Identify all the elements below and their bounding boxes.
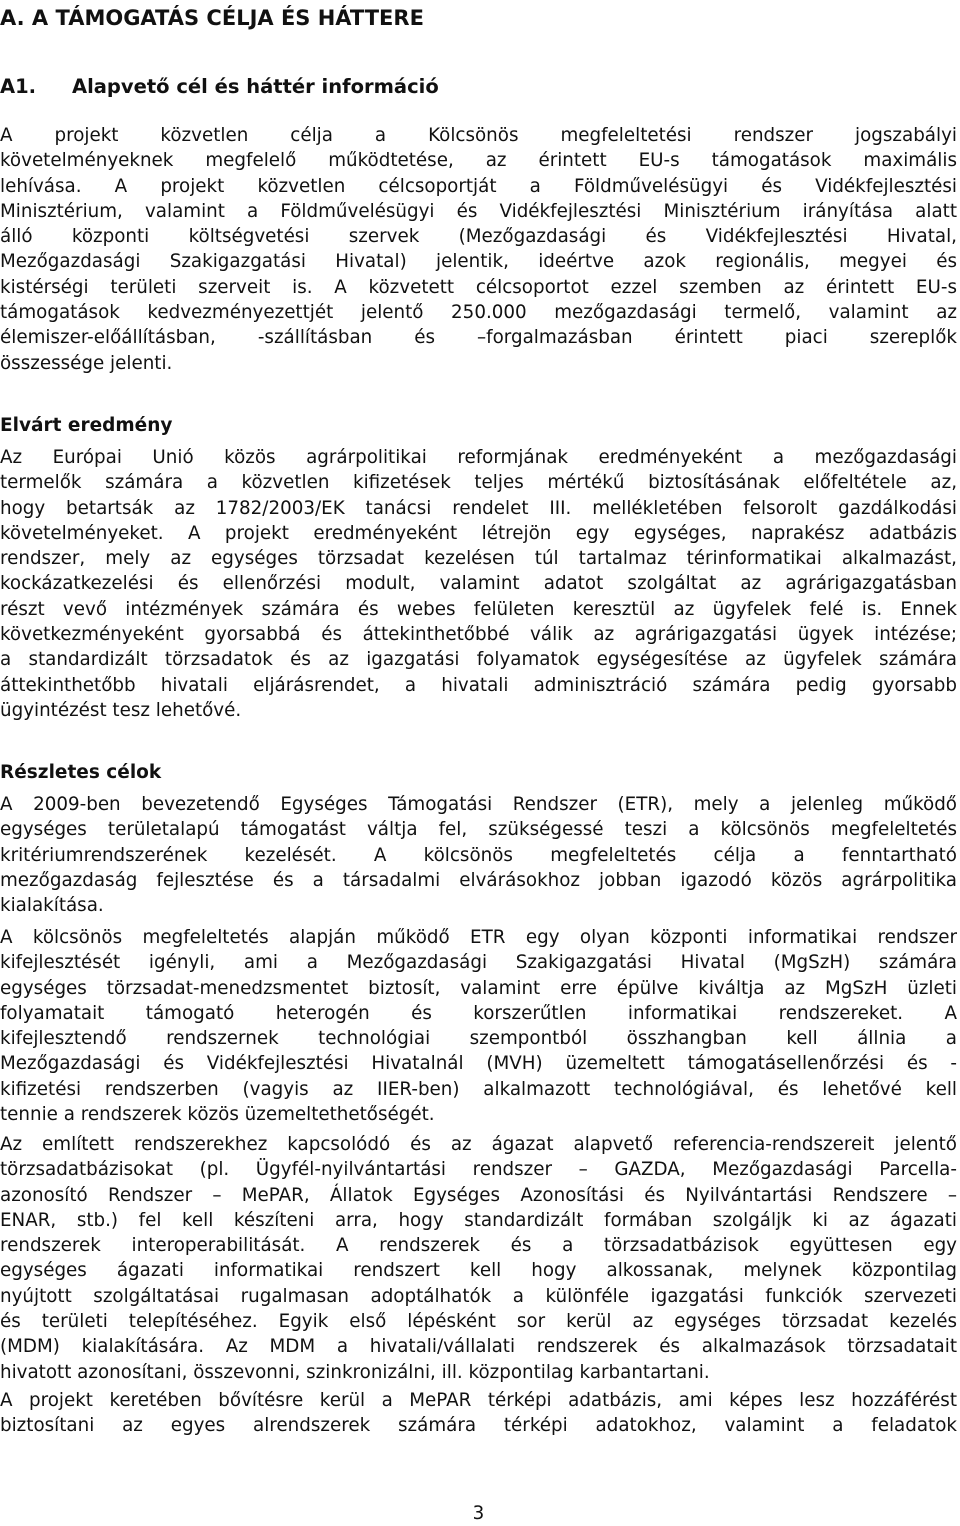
- text-line: A projekt közvetlen célja a Kölcsönös megfeleltetési rendszer jogszabályi: [0, 125, 957, 146]
- section-number: A1.: [0, 75, 37, 98]
- text-line: Mezőgazdasági Szakigazgatási Hivatal) jelentik, ideértve azok regionális, megyei és: [0, 251, 957, 273]
- expected-result-heading: Elvárt eredmény: [0, 415, 173, 436]
- text-line: kifejlesztését igényli, ami a Mezőgazdasági Szakigazgatási Hivatal (MgSzH) számára: [0, 952, 957, 974]
- text-line: következményeként gyorsabbá és áttekinthetőbbé válik az agrárigazgatási ügyek intézése;: [0, 624, 957, 646]
- expected-result-paragraph: [0, 445, 957, 723]
- text-line: tennie a rendszerek közös üzemeltethetőségét.: [0, 1104, 435, 1126]
- detailed-goals-heading: Részletes célok: [0, 762, 162, 783]
- text-line: Az említett rendszerekhez kapcsolódó és az ágazat alapvető referencia-rendszereit jelentő: [0, 1134, 957, 1155]
- text-line: követelményeknek megfelelő működtetése, az érintett EU-s támogatások maximális: [0, 150, 957, 172]
- text-line: egységes ágazati informatikai rendszert kell hogy alkossanak, melynek központilag: [0, 1260, 957, 1282]
- text-line: egységes területalapú támogatást váltja fel, szükségessé teszi a kölcsönös megfeleltetés: [0, 819, 957, 841]
- text-line: A kölcsönös megfeleltetés alapján működő ETR egy olyan központi informatikai rendszer: [0, 927, 957, 948]
- section-heading: [0, 73, 439, 101]
- text-line: álló központi költségvetési szervek (Mezőgazdasági és Vidékfejlesztési Hivatal,: [0, 226, 957, 248]
- text-line: A projekt keretében bővítésre kerül a MePAR térképi adatbázis, ami képes lesz hozzáférést: [0, 1390, 957, 1411]
- text-line: és területi telepítéséhez. Egyik első lépésként sor kerül az egységes törzsadat kezelés: [0, 1311, 957, 1333]
- text-line: törzsadatbázisokat (pl. Ügyfél-nyilvántartási rendszer – GAZDA, Mezőgazdasági Parcella-: [0, 1159, 957, 1181]
- text-line: áttekinthetőbb hivatali eljárásrendet, a hivatali adminisztráció számára pedig gyorsabb: [0, 674, 957, 696]
- text-line: ENAR, stb.) fel kell készíteni arra, hogy standardizált formában szolgáljk ki az ágazati: [0, 1209, 957, 1231]
- detailed-goals-paragraph-1: [0, 792, 957, 918]
- text-line: lehívása. A projekt közvetlen célcsoportját a Földművelésügyi és Vidékfejlesztési: [0, 175, 957, 197]
- text-line: a standardizált törzsadatok és az igazgatási folyamatok egységesítése az ügyfelek számára: [0, 649, 957, 671]
- text-line: (MDM) kialakítására. Az MDM a hivatali/vállalati rendszerek és alkalmazások törzsadatait: [0, 1336, 957, 1358]
- text-line: Mezőgazdasági és Vidékfejlesztési Hivatalnál (MVH) üzemeltett támogatásellenőrzési és -: [0, 1053, 957, 1075]
- text-line: támogatások kedvezményezettjét jelentő 250.000 mezőgazdasági termelő, valamint az: [0, 302, 957, 324]
- section-title: Alapvető cél és háttér információ: [72, 75, 439, 98]
- text-line: azonosító Rendszer – MePAR, Állatok Egységes Azonosítási és Nyilvántartási Rendszere –: [0, 1184, 957, 1206]
- text-line: termelők számára a közvetlen kifizetések teljes mértékű biztosításának előfeltétele az,: [0, 472, 957, 494]
- text-line: hivatott azonosítani, összevonni, szinkronizálni, ill. központilag karbantartani.: [0, 1361, 710, 1383]
- text-line: folyamatait támogató heterogén és korszerűtlen informatikai rendszereket. A: [0, 1002, 957, 1024]
- text-line: élemiszer-előállításban, -szállításban és –forgalmazásban érintett piaci szereplők: [0, 327, 957, 349]
- text-line: Minisztérium, valamint a Földművelésügyi és Vidékfejlesztési Minisztérium irányítása alatt: [0, 200, 957, 222]
- text-line: Az Európai Unió közös agrárpolitikai reformjának eredményeként a mezőgazdasági: [0, 447, 957, 468]
- detailed-goals-paragraph-3: [0, 1132, 957, 1385]
- text-line: nyújtott szolgáltatásai rugalmasan adoptálhatók a különféle igazgatási funkciók szervezeti: [0, 1285, 957, 1307]
- text-line: mezőgazdaság fejlesztése és a társadalmi elvárásokhoz jobban igazodó közös agrárpolitika: [0, 869, 957, 891]
- text-line: egységes törzsadat-menedzsmentet biztosít, valamint erre épülve kiváltja az MgSzH üzleti: [0, 977, 957, 999]
- text-line: rendszer, mely az egységes törzsadat kezelésen túl tartalmaz térinformatikai alkalmazást,: [0, 548, 957, 570]
- text-line: kritériumrendszerének kezelését. A kölcsönös megfeleltetés célja a fenntartható: [0, 844, 957, 866]
- text-line: rendszerek interoperabilitását. A rendszerek és a törzsadatbázisok együttesen egy: [0, 1235, 957, 1257]
- text-line: követelményeket. A projekt eredményeként létrejön egy egységes, naprakész adatbázis: [0, 522, 957, 544]
- chapter-heading: A. A TÁMOGATÁS CÉLJA ÉS HÁTTERE: [0, 6, 424, 30]
- text-line: összessége jelenti.: [0, 352, 173, 374]
- text-line: kialakítása.: [0, 895, 104, 917]
- text-line: kistérségi területi szerveit is. A közvetett célcsoportot ezzel szemben az érintett EU-s: [0, 276, 957, 298]
- text-line: kockázatkezelési és ellenőrzési modult, valamint adatot szolgáltat az agrárigazgatásban: [0, 573, 957, 595]
- text-line: A 2009-ben bevezetendő Egységes Támogatási Rendszer (ETR), mely a jelenleg működő: [0, 794, 957, 815]
- text-line: ügyintézést tesz lehetővé.: [0, 699, 242, 721]
- text-line: hogy betartsák az 1782/2003/EK tanácsi rendelet III. mellékletében felsorolt gazdálkodási: [0, 497, 957, 519]
- page-number: 3: [472, 1503, 485, 1524]
- detailed-goals-paragraph-2: [0, 925, 957, 1127]
- text-line: kifejlesztendő rendszernek technológiai szempontból összhangban kell állnia a: [0, 1028, 957, 1050]
- text-line: kifizetési rendszerben (vagyis az IIER-ben) alkalmazott technológiával, és lehetővé kell: [0, 1078, 957, 1100]
- text-line: részt vevő intézmények számára és webes felületen keresztül az ügyfelek felé is. Ennek: [0, 598, 957, 620]
- intro-paragraph: [0, 123, 957, 376]
- detailed-goals-paragraph-4: [0, 1388, 957, 1439]
- text-line: biztosítani az egyes alrendszerek számára térképi adatokhoz, valamint a feladatok: [0, 1415, 957, 1437]
